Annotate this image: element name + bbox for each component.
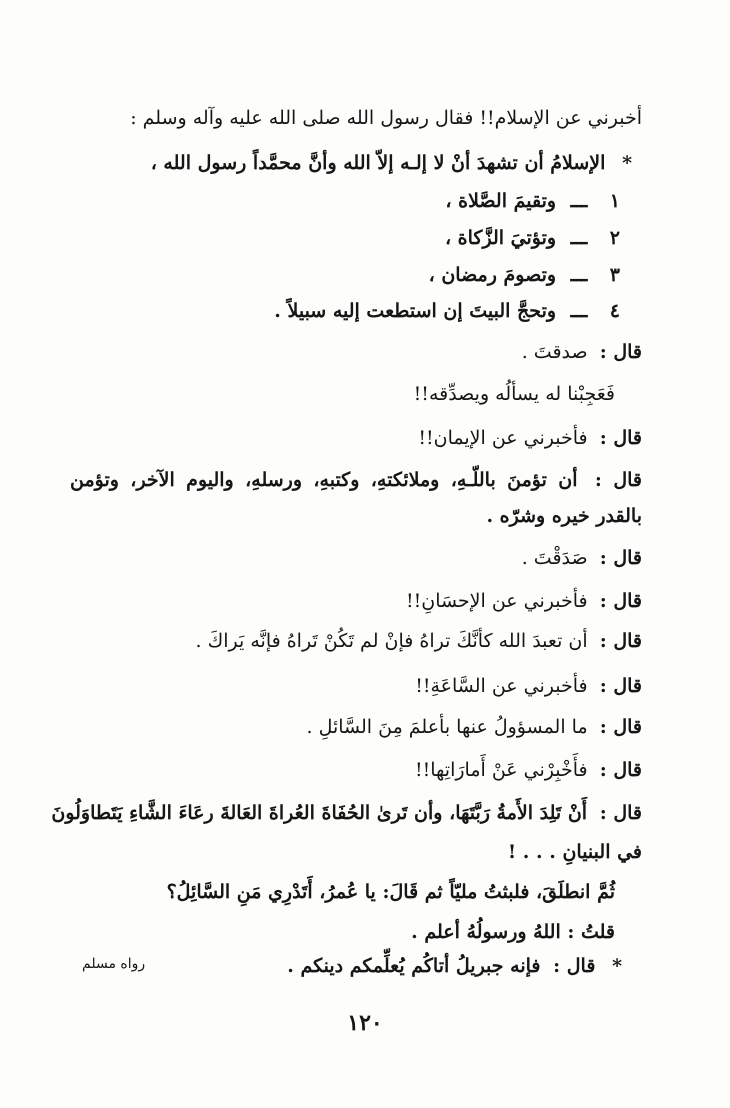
line-1-text: أخبرني عن الإسلام!! فقال رسول الله صلى الله عليه وآله وسلم : (130, 107, 642, 129)
speaker-label: قال : (599, 675, 642, 697)
wonder-text: فَعَجِبْنا له يسألُه ويصدِّقه!! (413, 383, 615, 405)
item-text: وتصومَ رمضان ، (428, 264, 557, 286)
line-islam (70, 149, 632, 177)
i-said-text: قلتُ : اللهُ ورسولُهُ أعلم . (411, 921, 615, 943)
list-item (70, 297, 620, 325)
speaker-label: قال : (599, 590, 642, 612)
line-1 (70, 104, 642, 132)
q10-text-part1: أَنْ تَلِدَ الأَمةُ رَبَّتَهَا، وأن تَرىٰ الحُفَاةَ العُراةَ العَالةَ رعَاءَ الشَّاءِ يَتَطاوَلُونَ (51, 802, 588, 824)
speaker-label: قال : (599, 759, 642, 781)
line-q6 (70, 627, 642, 655)
speaker-label: قال : (599, 802, 642, 824)
speaker-label: قال : (599, 547, 642, 569)
list-item (70, 261, 620, 289)
line-q4 (70, 544, 642, 572)
speaker-label: قال : (594, 469, 643, 491)
q2-text: فأخبرني عن الإيمان!! (418, 427, 588, 449)
item-dash: ـــ (570, 227, 588, 249)
speaker-label: قال : (553, 955, 596, 977)
line-then (70, 878, 615, 906)
item-text: وتقيمَ الصَّلاة ، (445, 190, 557, 212)
line-q8 (70, 713, 642, 741)
item-number: ٤ (609, 300, 620, 322)
line-q5 (70, 587, 642, 615)
list-item (70, 224, 620, 252)
star-marker: * (612, 955, 622, 977)
q1-text: صدقتَ . (521, 341, 588, 363)
line-q10b (70, 838, 642, 866)
item-number: ٢ (609, 227, 620, 249)
line-q10a (51, 799, 642, 827)
q7-text: فأخبرني عن السَّاعَةِ!! (415, 675, 588, 697)
q4-text: صَدَقْتَ . (521, 547, 588, 569)
speaker-label: قال : (599, 341, 642, 363)
item-text: وتحجَّ البيتَ إن استطعت إليه سبيلاً . (274, 300, 557, 322)
line-final (190, 952, 622, 980)
star-marker: * (622, 152, 632, 174)
line-q7 (70, 672, 642, 700)
speaker-label: قال : (599, 427, 642, 449)
q9-text: فأَخْبِرْني عَنْ أَمارَاتِها!! (414, 759, 588, 781)
line-wonder (70, 380, 615, 408)
islam-definition: الإسلامُ أن تشهدَ أنْ لا إلـه إلاّ الله وأنَّ محمَّداً رسول الله ، (150, 152, 606, 174)
q8-text: ما المسؤولُ عنها بأعلمَ مِنَ السَّائلِ . (306, 716, 588, 738)
item-dash: ـــ (570, 190, 588, 212)
item-text: وتؤتيَ الزَّكاة ، (444, 227, 557, 249)
page-number: ١٢٠ (347, 1010, 383, 1036)
hadith-source: رواه مسلم (82, 956, 146, 972)
line-q1 (70, 338, 642, 366)
line-q3b (70, 502, 642, 530)
line-q2 (70, 424, 642, 452)
q5-text: فأخبرني عن الإحسَانِ!! (405, 590, 588, 612)
q10-text-part2: في البنيانِ . . . ! (507, 841, 642, 863)
speaker-label: قال : (599, 630, 642, 652)
item-number: ٣ (609, 264, 620, 286)
speaker-label: قال : (599, 716, 642, 738)
q6-text: أن تعبدَ الله كأنَّكَ تراهُ فإنْ لم تَكُنْ تَراهُ فإنَّه يَراكَ . (195, 630, 588, 652)
line-q9 (70, 756, 642, 784)
q3-text-part1: أن تؤمنَ باللّـهِ، وملائكتهِ، وكتبهِ، ورسلهِ، واليوم الآخر، وتؤمن (70, 469, 578, 491)
then-text: ثُمَّ انطلَقَ، فلبثتُ مليّاً ثم قَالَ: يا عُمرُ، أَتَدْرِي مَنِ السَّائِلُ؟ (166, 881, 615, 903)
line-i-said (70, 918, 615, 946)
list-item (70, 187, 620, 215)
line-q3a (70, 466, 642, 494)
item-dash: ـــ (570, 300, 588, 322)
item-dash: ـــ (570, 264, 588, 286)
item-number: ١ (609, 190, 620, 212)
q3-text-part2: بالقدر خيره وشرّه . (486, 505, 642, 527)
final-text: فإنه جبريلُ أتاكُم يُعلِّمكم دينكم . (287, 955, 541, 977)
